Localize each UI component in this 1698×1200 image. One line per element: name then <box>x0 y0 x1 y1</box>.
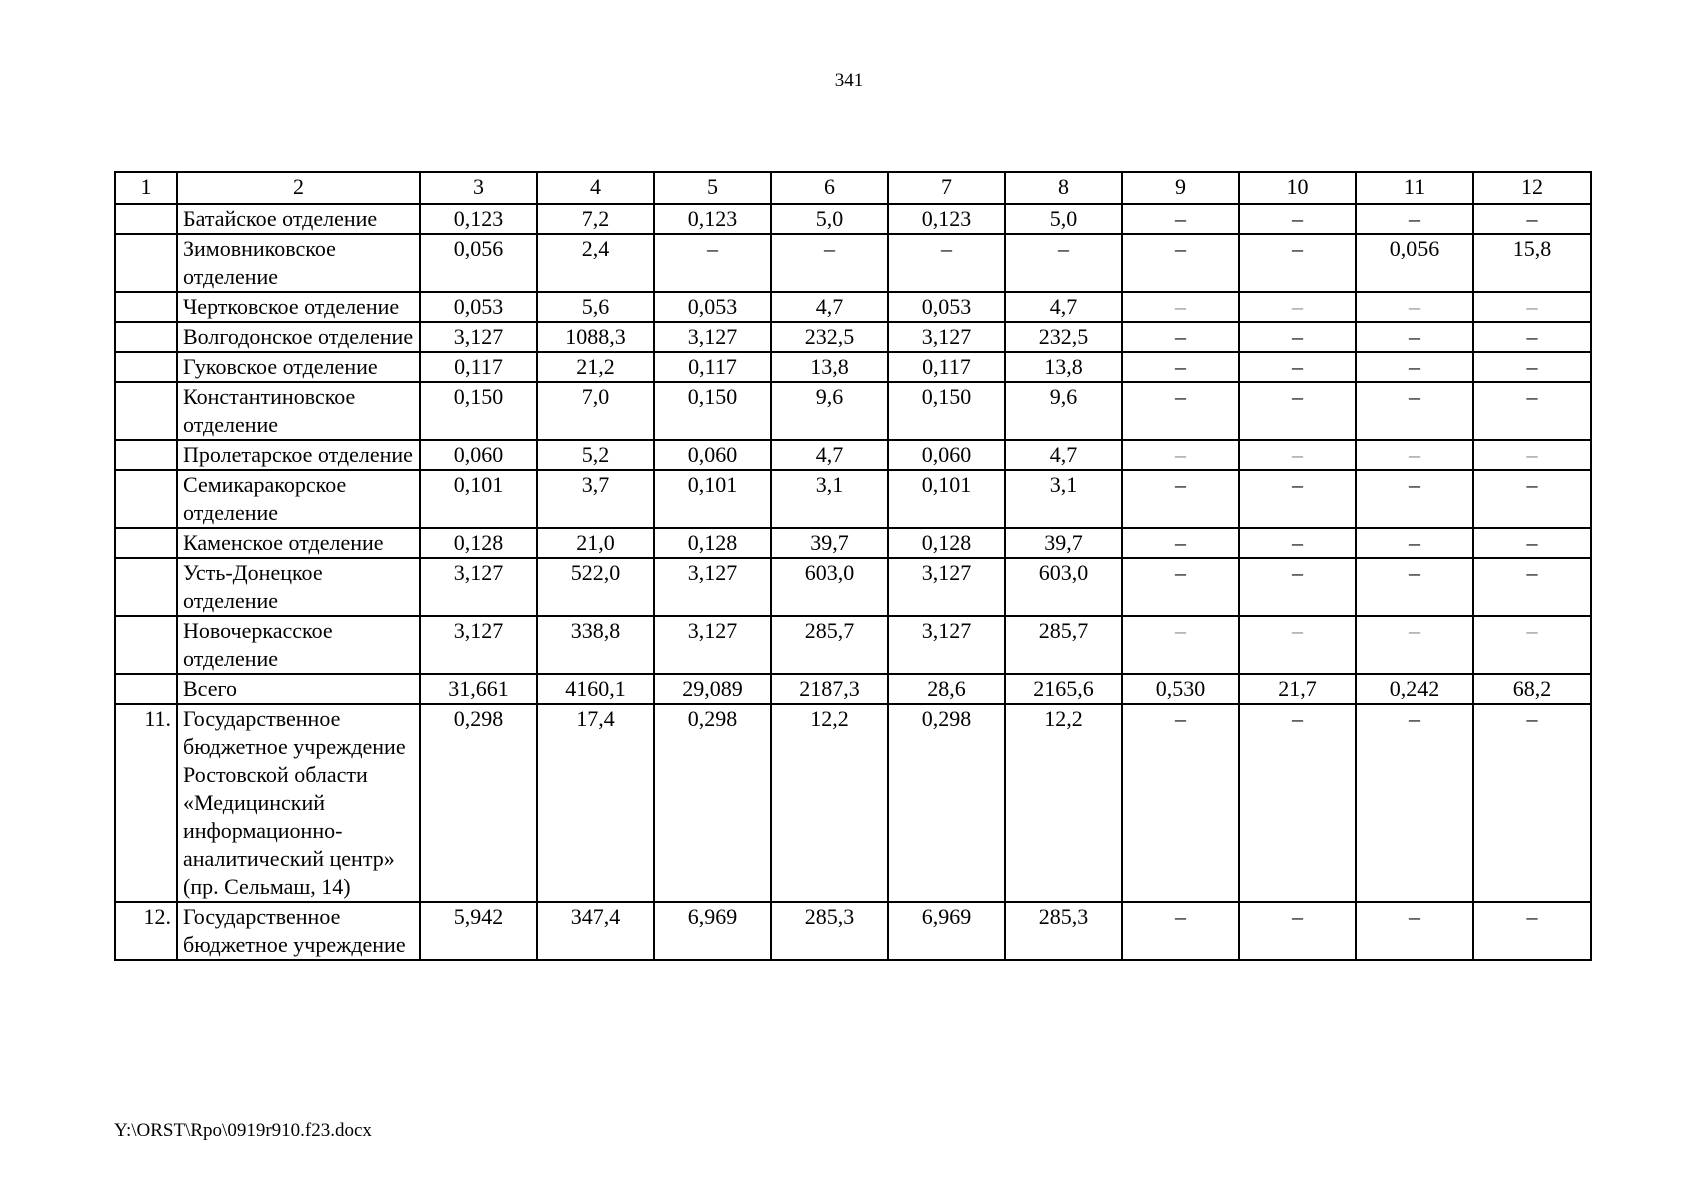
value-cell: 0,128 <box>654 528 771 558</box>
value-cell: – <box>1122 352 1239 382</box>
value-cell: 21,0 <box>537 528 654 558</box>
row-name-cell: Константиновское отделение <box>177 382 420 440</box>
value-cell: – <box>1239 558 1356 616</box>
value-cell: – <box>1356 558 1473 616</box>
row-name-cell: Государственное бюджетное учреждение <box>177 902 420 960</box>
value-cell: 3,127 <box>654 558 771 616</box>
table-header-row <box>115 172 1591 204</box>
value-cell: 603,0 <box>1005 558 1122 616</box>
value-cell: 4160,1 <box>537 674 654 704</box>
value-cell: 15,8 <box>1473 234 1591 292</box>
row-number-cell <box>115 352 177 382</box>
row-name-cell: Батайское отделение <box>177 204 420 234</box>
table-row <box>115 558 1591 616</box>
value-cell: 13,8 <box>1005 352 1122 382</box>
value-cell: 13,8 <box>771 352 888 382</box>
value-cell: – <box>1239 382 1356 440</box>
value-cell: 68,2 <box>1473 674 1591 704</box>
value-cell: – <box>1239 616 1356 674</box>
value-cell: 3,127 <box>420 616 537 674</box>
value-cell: – <box>1122 382 1239 440</box>
value-cell: – <box>1356 322 1473 352</box>
value-cell: 17,4 <box>537 704 654 902</box>
value-cell: – <box>1239 204 1356 234</box>
table-row <box>115 234 1591 292</box>
value-cell: – <box>1122 902 1239 960</box>
row-name-cell: Всего <box>177 674 420 704</box>
value-cell: 0,053 <box>420 292 537 322</box>
value-cell: 0,128 <box>420 528 537 558</box>
value-cell: 9,6 <box>1005 382 1122 440</box>
value-cell: 0,123 <box>420 204 537 234</box>
column-header: 1 <box>115 172 177 204</box>
value-cell: – <box>1122 322 1239 352</box>
column-header: 3 <box>420 172 537 204</box>
value-cell: – <box>888 234 1005 292</box>
row-number-cell: 12. <box>115 902 177 960</box>
value-cell: – <box>1005 234 1122 292</box>
value-cell: – <box>1122 204 1239 234</box>
value-cell: 9,6 <box>771 382 888 440</box>
value-cell: 232,5 <box>1005 322 1122 352</box>
value-cell: – <box>1473 470 1591 528</box>
column-header: 10 <box>1239 172 1356 204</box>
value-cell: 0,056 <box>420 234 537 292</box>
row-number-cell <box>115 292 177 322</box>
data-table <box>114 171 1592 961</box>
value-cell: – <box>1122 440 1239 470</box>
value-cell: 0,530 <box>1122 674 1239 704</box>
value-cell: 4,7 <box>771 292 888 322</box>
value-cell: 3,127 <box>654 616 771 674</box>
value-cell: 2187,3 <box>771 674 888 704</box>
table-row <box>115 528 1591 558</box>
value-cell: 0,060 <box>420 440 537 470</box>
value-cell: 0,101 <box>420 470 537 528</box>
table-row <box>115 616 1591 674</box>
value-cell: 3,1 <box>1005 470 1122 528</box>
row-number-cell <box>115 558 177 616</box>
table-row <box>115 902 1591 960</box>
value-cell: 1088,3 <box>537 322 654 352</box>
value-cell: 6,969 <box>654 902 771 960</box>
value-cell: – <box>1473 440 1591 470</box>
row-name-cell: Новочеркасское отделение <box>177 616 420 674</box>
value-cell: 5,942 <box>420 902 537 960</box>
value-cell: – <box>1239 322 1356 352</box>
row-name-cell: Каменское отделение <box>177 528 420 558</box>
column-header: 5 <box>654 172 771 204</box>
value-cell: 5,0 <box>771 204 888 234</box>
value-cell: – <box>654 234 771 292</box>
value-cell: 7,2 <box>537 204 654 234</box>
value-cell: 0,123 <box>888 204 1005 234</box>
value-cell: – <box>1473 352 1591 382</box>
value-cell: 338,8 <box>537 616 654 674</box>
value-cell: 2165,6 <box>1005 674 1122 704</box>
row-name-cell: Усть-Донецкое отделение <box>177 558 420 616</box>
column-header: 9 <box>1122 172 1239 204</box>
value-cell: – <box>1239 704 1356 902</box>
table-row <box>115 470 1591 528</box>
row-number-cell <box>115 440 177 470</box>
value-cell: – <box>1356 470 1473 528</box>
value-cell: – <box>1239 902 1356 960</box>
table-row <box>115 440 1591 470</box>
value-cell: – <box>1356 352 1473 382</box>
value-cell: 21,7 <box>1239 674 1356 704</box>
value-cell: 0,053 <box>654 292 771 322</box>
value-cell: 0,150 <box>888 382 1005 440</box>
value-cell: – <box>1473 902 1591 960</box>
column-header: 7 <box>888 172 1005 204</box>
row-number-cell <box>115 470 177 528</box>
value-cell: 285,3 <box>1005 902 1122 960</box>
row-number-cell <box>115 382 177 440</box>
value-cell: 285,3 <box>771 902 888 960</box>
value-cell: 0,117 <box>654 352 771 382</box>
value-cell: 5,2 <box>537 440 654 470</box>
row-name-cell: Гуковское отделение <box>177 352 420 382</box>
value-cell: – <box>1239 470 1356 528</box>
value-cell: 3,127 <box>654 322 771 352</box>
value-cell: 0,060 <box>654 440 771 470</box>
table-row <box>115 292 1591 322</box>
value-cell: 4,7 <box>1005 292 1122 322</box>
value-cell: 3,1 <box>771 470 888 528</box>
value-cell: – <box>1473 292 1591 322</box>
row-number-cell <box>115 234 177 292</box>
row-name-cell: Чертковское отделение <box>177 292 420 322</box>
value-cell: 3,127 <box>888 616 1005 674</box>
value-cell: 3,127 <box>420 558 537 616</box>
value-cell: – <box>1239 528 1356 558</box>
value-cell: – <box>1239 352 1356 382</box>
value-cell: 0,117 <box>420 352 537 382</box>
row-number-cell <box>115 322 177 352</box>
table-row <box>115 704 1591 902</box>
row-number-cell <box>115 674 177 704</box>
value-cell: 0,298 <box>420 704 537 902</box>
value-cell: – <box>1239 292 1356 322</box>
value-cell: 0,150 <box>420 382 537 440</box>
value-cell: 31,661 <box>420 674 537 704</box>
row-name-cell: Зимовниковское отделение <box>177 234 420 292</box>
value-cell: 29,089 <box>654 674 771 704</box>
row-number-cell <box>115 204 177 234</box>
value-cell: – <box>1356 382 1473 440</box>
value-cell: 3,127 <box>888 558 1005 616</box>
value-cell: 285,7 <box>771 616 888 674</box>
value-cell: 12,2 <box>771 704 888 902</box>
value-cell: – <box>1473 322 1591 352</box>
value-cell: – <box>1356 204 1473 234</box>
column-header: 12 <box>1473 172 1591 204</box>
value-cell: – <box>1473 382 1591 440</box>
value-cell: 0,150 <box>654 382 771 440</box>
value-cell: 3,127 <box>888 322 1005 352</box>
column-header: 2 <box>177 172 420 204</box>
value-cell: 5,6 <box>537 292 654 322</box>
table-row <box>115 204 1591 234</box>
value-cell: – <box>1356 704 1473 902</box>
value-cell: – <box>1473 558 1591 616</box>
value-cell: 0,298 <box>654 704 771 902</box>
value-cell: 0,128 <box>888 528 1005 558</box>
value-cell: 39,7 <box>771 528 888 558</box>
value-cell: – <box>1239 234 1356 292</box>
value-cell: – <box>1356 902 1473 960</box>
row-name-cell: Государственное бюджетное учреждение Ростовской области «Медицинский информационно-аналитический центр» (пр. Сельмаш, 14) <box>177 704 420 902</box>
value-cell: 603,0 <box>771 558 888 616</box>
value-cell: 39,7 <box>1005 528 1122 558</box>
column-header: 8 <box>1005 172 1122 204</box>
value-cell: 2,4 <box>537 234 654 292</box>
value-cell: – <box>1356 528 1473 558</box>
value-cell: 0,242 <box>1356 674 1473 704</box>
table-row <box>115 382 1591 440</box>
value-cell: 347,4 <box>537 902 654 960</box>
value-cell: 12,2 <box>1005 704 1122 902</box>
value-cell: – <box>1356 616 1473 674</box>
page-number: 341 <box>834 70 864 91</box>
value-cell: – <box>1356 292 1473 322</box>
value-cell: – <box>1122 704 1239 902</box>
value-cell: 285,7 <box>1005 616 1122 674</box>
row-name-cell: Пролетарское отделение <box>177 440 420 470</box>
row-number-cell <box>115 528 177 558</box>
value-cell: 0,101 <box>654 470 771 528</box>
value-cell: 0,060 <box>888 440 1005 470</box>
value-cell: 4,7 <box>1005 440 1122 470</box>
value-cell: – <box>1473 616 1591 674</box>
value-cell: – <box>1473 704 1591 902</box>
value-cell: 5,0 <box>1005 204 1122 234</box>
row-name-cell: Волгодонское отделение <box>177 322 420 352</box>
value-cell: 0,056 <box>1356 234 1473 292</box>
value-cell: 0,123 <box>654 204 771 234</box>
column-header: 6 <box>771 172 888 204</box>
value-cell: 522,0 <box>537 558 654 616</box>
value-cell: – <box>1122 234 1239 292</box>
value-cell: 232,5 <box>771 322 888 352</box>
value-cell: – <box>1122 292 1239 322</box>
value-cell: 3,127 <box>420 322 537 352</box>
footer-file-path: Y:\ORST\Rpo\0919r910.f23.docx <box>114 1120 372 1141</box>
column-header: 11 <box>1356 172 1473 204</box>
row-number-cell <box>115 616 177 674</box>
table-row <box>115 322 1591 352</box>
column-header: 4 <box>537 172 654 204</box>
value-cell: 4,7 <box>771 440 888 470</box>
value-cell: 6,969 <box>888 902 1005 960</box>
value-cell: – <box>1122 470 1239 528</box>
value-cell: – <box>1122 616 1239 674</box>
value-cell: 21,2 <box>537 352 654 382</box>
row-number-cell: 11. <box>115 704 177 902</box>
value-cell: – <box>1122 528 1239 558</box>
value-cell: 28,6 <box>888 674 1005 704</box>
value-cell: – <box>1356 440 1473 470</box>
value-cell: 7,0 <box>537 382 654 440</box>
row-name-cell: Семикаракорское отделение <box>177 470 420 528</box>
value-cell: – <box>771 234 888 292</box>
value-cell: 0,101 <box>888 470 1005 528</box>
value-cell: – <box>1473 528 1591 558</box>
value-cell: – <box>1122 558 1239 616</box>
value-cell: 0,053 <box>888 292 1005 322</box>
value-cell: – <box>1239 440 1356 470</box>
value-cell: 0,298 <box>888 704 1005 902</box>
table-row <box>115 352 1591 382</box>
value-cell: – <box>1473 204 1591 234</box>
table-row <box>115 674 1591 704</box>
value-cell: 3,7 <box>537 470 654 528</box>
value-cell: 0,117 <box>888 352 1005 382</box>
